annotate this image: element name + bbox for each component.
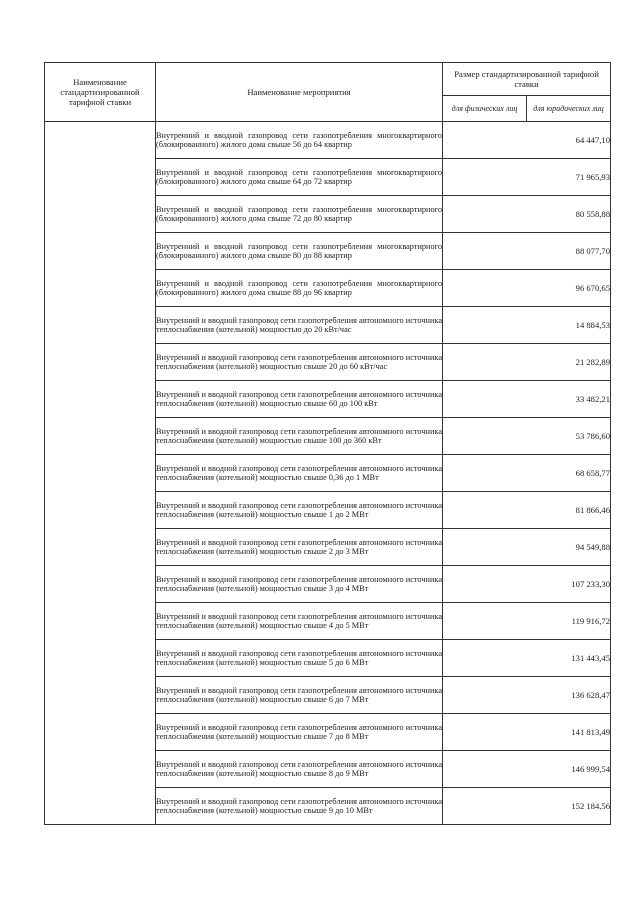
rate-value: 71 965,93 <box>443 159 611 196</box>
header-event-name: Наименование мероприятия <box>156 63 443 122</box>
rate-value: 146 999,54 <box>443 751 611 788</box>
header-legal-entities: для юридических лиц <box>527 96 611 122</box>
header-physical-persons: для физических лиц <box>443 96 527 122</box>
rate-value: 64 447,10 <box>443 122 611 159</box>
event-description: Внутренний и вводной газопровод сети газопотребления автономного источника теплоснабжения (котельной) мощностью свыше 5 до 6 МВт <box>156 640 443 677</box>
event-description: Внутренний и вводной газопровод сети газопотребления автономного источника теплоснабжения (котельной) мощностью свыше 6 до 7 МВт <box>156 677 443 714</box>
event-description: Внутренний и вводной газопровод сети газопотребления автономного источника теплоснабжения (котельной) мощностью свыше 0,36 до 1 МВт <box>156 455 443 492</box>
event-description: Внутренний и вводной газопровод сети газопотребления многоквартирного (блокированного) жилого дома свыше 56 до 64 квартир <box>156 122 443 159</box>
event-description: Внутренний и вводной газопровод сети газопотребления многоквартирного (блокированного) жилого дома свыше 80 до 88 квартир <box>156 233 443 270</box>
rate-value: 131 443,45 <box>443 640 611 677</box>
event-description: Внутренний и вводной газопровод сети газопотребления автономного источника теплоснабжения (котельной) мощностью свыше 20 до 60 кВт/час <box>156 344 443 381</box>
rate-value: 80 558,88 <box>443 196 611 233</box>
event-description: Внутренний и вводной газопровод сети газопотребления автономного источника теплоснабжения (котельной) мощностью свыше 8 до 9 МВт <box>156 751 443 788</box>
rate-value: 152 184,56 <box>443 788 611 825</box>
event-description: Внутренний и вводной газопровод сети газопотребления автономного источника теплоснабжения (котельной) мощностью свыше 3 до 4 МВт <box>156 566 443 603</box>
rate-value: 94 549,88 <box>443 529 611 566</box>
event-description: Внутренний и вводной газопровод сети газопотребления многоквартирного (блокированного) жилого дома свыше 72 до 80 квартир <box>156 196 443 233</box>
rate-value: 21 282,89 <box>443 344 611 381</box>
event-description: Внутренний и вводной газопровод сети газопотребления автономного источника теплоснабжения (котельной) мощностью до 20 кВт/час <box>156 307 443 344</box>
event-description: Внутренний и вводной газопровод сети газопотребления многоквартирного (блокированного) жилого дома свыше 64 до 72 квартир <box>156 159 443 196</box>
rate-value: 88 077,70 <box>443 233 611 270</box>
rate-value: 119 916,72 <box>443 603 611 640</box>
rate-value: 136 628,47 <box>443 677 611 714</box>
tariff-name-cell <box>45 122 156 825</box>
rate-value: 14 884,53 <box>443 307 611 344</box>
table-body <box>45 122 611 825</box>
rate-value: 96 670,65 <box>443 270 611 307</box>
event-description: Внутренний и вводной газопровод сети газопотребления многоквартирного (блокированного) жилого дома свыше 88 до 96 квартир <box>156 270 443 307</box>
rate-value: 141 813,49 <box>443 714 611 751</box>
rate-value: 107 233,30 <box>443 566 611 603</box>
rate-value: 81 866,46 <box>443 492 611 529</box>
tariff-table <box>44 62 611 825</box>
event-description: Внутренний и вводной газопровод сети газопотребления автономного источника теплоснабжения (котельной) мощностью свыше 60 до 100 кВт <box>156 381 443 418</box>
event-description: Внутренний и вводной газопровод сети газопотребления автономного источника теплоснабжения (котельной) мощностью свыше 2 до 3 МВт <box>156 529 443 566</box>
header-rate-size: Размер стандартизированной тарифной ставки <box>443 63 611 96</box>
table-header-row <box>45 63 611 96</box>
event-description: Внутренний и вводной газопровод сети газопотребления автономного источника теплоснабжения (котельной) мощностью свыше 7 до 8 МВт <box>156 714 443 751</box>
event-description: Внутренний и вводной газопровод сети газопотребления автономного источника теплоснабжения (котельной) мощностью свыше 9 до 10 МВт <box>156 788 443 825</box>
table-row <box>45 122 611 159</box>
rate-value: 33 482,21 <box>443 381 611 418</box>
event-description: Внутренний и вводной газопровод сети газопотребления автономного источника теплоснабжения (котельной) мощностью свыше 4 до 5 МВт <box>156 603 443 640</box>
rate-value: 53 786,60 <box>443 418 611 455</box>
rate-value: 68 658,77 <box>443 455 611 492</box>
event-description: Внутренний и вводной газопровод сети газопотребления автономного источника теплоснабжения (котельной) мощностью свыше 100 до 360 кВт <box>156 418 443 455</box>
event-description: Внутренний и вводной газопровод сети газопотребления автономного источника теплоснабжения (котельной) мощностью свыше 1 до 2 МВт <box>156 492 443 529</box>
header-tariff-name: Наименование стандартизированной тарифной ставки <box>45 63 156 122</box>
